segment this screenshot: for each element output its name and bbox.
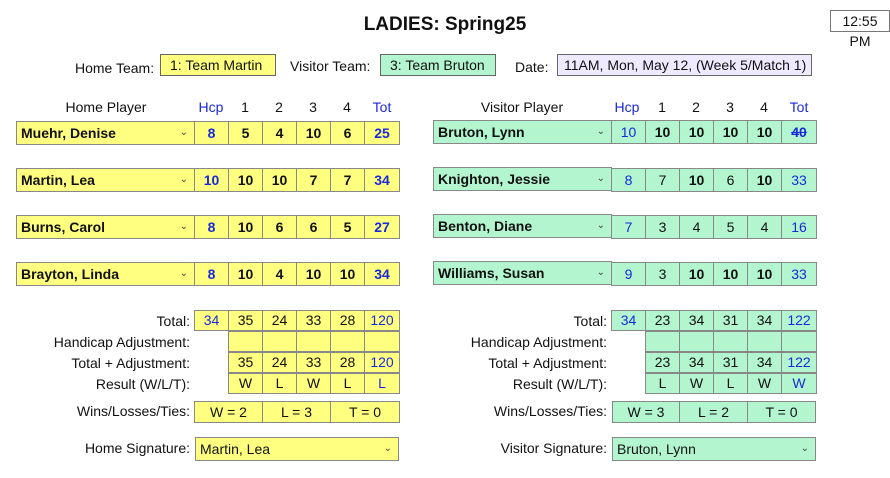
home-tot-cell: 34 <box>364 168 400 192</box>
home-tadj-tot: 120 <box>364 352 400 373</box>
home-player-select[interactable] <box>16 121 195 145</box>
home-score-cell[interactable]: 10 <box>228 262 263 286</box>
home-adj-cell <box>330 331 365 352</box>
home-losses: L = 3 <box>262 401 331 423</box>
home-result-label: Result (W/L/T): <box>95 376 190 392</box>
home-score-cell[interactable]: 10 <box>296 121 331 145</box>
visitor-score-cell[interactable]: 7 <box>645 168 680 192</box>
date-label: Date: <box>515 59 549 75</box>
home-player-header: Home Player <box>65 99 147 115</box>
home-col1-header: 1 <box>241 99 249 115</box>
visitor-signature-label: Visitor Signature: <box>500 440 607 456</box>
home-score-cell[interactable]: 4 <box>262 121 297 145</box>
home-team-field[interactable]: 1: Team Martin <box>160 54 276 76</box>
home-total-tot: 120 <box>364 310 400 331</box>
visitor-col2-header: 2 <box>692 99 700 115</box>
visitor-hcp-cell[interactable]: 8 <box>611 168 646 192</box>
visitor-player-select[interactable] <box>433 261 612 285</box>
visitor-tadj-label: Total + Adjustment: <box>488 355 607 371</box>
visitor-tadj-cell: 23 <box>645 352 680 373</box>
visitor-total-cell: 23 <box>645 310 680 331</box>
visitor-total-hcp: 34 <box>611 310 646 331</box>
home-total-hcp: 34 <box>194 310 229 331</box>
player-name: Bruton, Lynn <box>438 124 525 140</box>
chevron-down-icon: ⌄ <box>179 268 188 279</box>
home-tot-cell: 34 <box>364 262 400 286</box>
home-tot-header: Tot <box>372 99 392 115</box>
visitor-signature-select[interactable] <box>612 437 816 461</box>
player-name: Knighton, Jessie <box>438 171 551 187</box>
home-score-cell[interactable]: 10 <box>296 262 331 286</box>
visitor-player-select[interactable] <box>433 120 612 144</box>
home-tot-cell: 27 <box>364 215 400 239</box>
home-score-cell[interactable]: 6 <box>330 121 365 145</box>
visitor-player-header: Visitor Player <box>480 99 564 115</box>
home-total-cell: 33 <box>296 310 331 331</box>
visitor-ties: T = 0 <box>747 401 816 423</box>
visitor-tadj-tot: 122 <box>781 352 817 373</box>
visitor-adj-label: Handicap Adjustment: <box>470 334 607 350</box>
date-field[interactable]: 11AM, Mon, May 12, (Week 5/Match 1) <box>557 54 812 76</box>
chevron-down-icon: ⌄ <box>596 267 605 278</box>
home-score-cell[interactable]: 5 <box>330 215 365 239</box>
visitor-hcp-cell[interactable]: 7 <box>611 215 646 239</box>
home-result-tot: L <box>364 373 400 394</box>
clock: 12:55 PM <box>830 10 890 32</box>
visitor-score-cell[interactable]: 10 <box>747 168 782 192</box>
visitor-tot-cell: 33 <box>781 168 817 192</box>
visitor-adj-cell <box>747 331 782 352</box>
chevron-down-icon: ⌄ <box>179 221 188 232</box>
home-signature-value: Martin, Lea <box>200 441 271 457</box>
home-total-cell: 35 <box>228 310 263 331</box>
visitor-score-cell[interactable]: 4 <box>747 215 782 239</box>
visitor-result-cell: L <box>645 373 680 394</box>
visitor-result-label: Result (W/L/T): <box>512 376 607 392</box>
visitor-adj-cell <box>713 331 748 352</box>
home-adj-cell <box>228 331 263 352</box>
home-adj-label: Handicap Adjustment: <box>53 334 190 350</box>
home-signature-label: Home Signature: <box>84 440 190 456</box>
home-score-cell[interactable]: 10 <box>228 168 263 192</box>
home-score-cell[interactable]: 7 <box>296 168 331 192</box>
home-result-cell: W <box>228 373 263 394</box>
visitor-score-cell[interactable]: 10 <box>679 168 714 192</box>
home-signature-select[interactable] <box>195 437 399 461</box>
home-ties: T = 0 <box>330 401 400 423</box>
home-total-cell: 28 <box>330 310 365 331</box>
home-player-select[interactable] <box>16 168 195 192</box>
visitor-adj-tot <box>781 331 817 352</box>
visitor-score-cell[interactable]: 10 <box>645 120 680 144</box>
visitor-total-tot: 122 <box>781 310 817 331</box>
visitor-score-cell[interactable]: 10 <box>679 120 714 144</box>
visitor-tot-header: Tot <box>789 99 809 115</box>
home-hcp-cell[interactable]: 8 <box>194 262 229 286</box>
visitor-team-label: Visitor Team: <box>290 58 371 74</box>
home-col4-header: 4 <box>343 99 351 115</box>
home-tadj-label: Total + Adjustment: <box>71 355 190 371</box>
home-tadj-cell: 35 <box>228 352 263 373</box>
visitor-tadj-cell: 31 <box>713 352 748 373</box>
home-total-label: Total: <box>156 313 190 329</box>
visitor-adj-cell <box>679 331 714 352</box>
chevron-down-icon: ⌄ <box>596 173 605 184</box>
home-hcp-cell[interactable]: 8 <box>194 121 229 145</box>
home-tadj-cell: 28 <box>330 352 365 373</box>
visitor-col1-header: 1 <box>658 99 666 115</box>
home-total-cell: 24 <box>262 310 297 331</box>
home-adj-cell <box>296 331 331 352</box>
chevron-down-icon: ⌄ <box>383 443 392 454</box>
visitor-hcp-cell[interactable]: 9 <box>611 262 646 286</box>
home-hcp-header: Hcp <box>198 99 224 115</box>
visitor-signature-value: Bruton, Lynn <box>617 441 696 457</box>
visitor-result-cell: W <box>747 373 782 394</box>
visitor-total-cell: 34 <box>747 310 782 331</box>
player-name: Martin, Lea <box>21 172 95 188</box>
visitor-col3-header: 3 <box>726 99 734 115</box>
player-name: Benton, Diane <box>438 218 533 234</box>
home-score-cell[interactable]: 7 <box>330 168 365 192</box>
visitor-score-cell[interactable]: 10 <box>713 120 748 144</box>
visitor-tot-cell: 16 <box>781 215 817 239</box>
visitor-col4-header: 4 <box>760 99 768 115</box>
home-score-cell[interactable]: 10 <box>262 168 297 192</box>
visitor-wins: W = 3 <box>612 401 680 423</box>
player-name: Burns, Carol <box>21 219 106 235</box>
visitor-result-cell: W <box>679 373 714 394</box>
visitor-tot-cell: 33 <box>781 262 817 286</box>
visitor-score-cell[interactable]: 10 <box>713 262 748 286</box>
home-tadj-cell: 24 <box>262 352 297 373</box>
visitor-score-cell[interactable]: 10 <box>679 262 714 286</box>
visitor-hcp-cell[interactable]: 10 <box>611 120 646 144</box>
home-wlt-label: Wins/Losses/Ties: <box>76 403 190 419</box>
chevron-down-icon: ⌄ <box>800 443 809 454</box>
home-col3-header: 3 <box>309 99 317 115</box>
home-result-cell: L <box>330 373 365 394</box>
home-wins: W = 2 <box>194 401 263 423</box>
visitor-player-select[interactable] <box>433 167 612 191</box>
home-score-cell[interactable]: 10 <box>228 215 263 239</box>
home-adj-tot <box>364 331 400 352</box>
visitor-score-cell[interactable]: 4 <box>679 215 714 239</box>
player-name: Muehr, Denise <box>21 125 116 141</box>
visitor-hcp-header: Hcp <box>614 99 640 115</box>
visitor-score-cell[interactable]: 5 <box>713 215 748 239</box>
visitor-score-cell[interactable]: 3 <box>645 262 680 286</box>
home-score-cell[interactable]: 10 <box>330 262 365 286</box>
home-hcp-cell[interactable]: 8 <box>194 215 229 239</box>
player-name: Brayton, Linda <box>21 266 120 282</box>
visitor-score-cell[interactable]: 3 <box>645 215 680 239</box>
visitor-adj-cell <box>645 331 680 352</box>
visitor-team-field[interactable]: 3: Team Bruton <box>380 54 496 76</box>
home-player-select[interactable] <box>16 215 195 239</box>
visitor-score-cell[interactable]: 6 <box>713 168 748 192</box>
visitor-total-cell: 34 <box>679 310 714 331</box>
player-name: Williams, Susan <box>438 265 545 281</box>
visitor-total-label: Total: <box>573 313 607 329</box>
visitor-result-tot: W <box>781 373 817 394</box>
home-score-cell[interactable]: 6 <box>296 215 331 239</box>
visitor-tadj-cell: 34 <box>747 352 782 373</box>
chevron-down-icon: ⌄ <box>596 220 605 231</box>
home-player-select[interactable] <box>16 262 195 286</box>
home-result-cell: L <box>262 373 297 394</box>
chevron-down-icon: ⌄ <box>179 174 188 185</box>
page-title: LADIES: Spring25 <box>363 14 527 35</box>
home-team-label: Home Team: <box>75 60 155 76</box>
chevron-down-icon: ⌄ <box>179 127 188 138</box>
home-score-cell[interactable]: 4 <box>262 262 297 286</box>
home-tadj-cell: 33 <box>296 352 331 373</box>
visitor-player-select[interactable] <box>433 214 612 238</box>
visitor-losses: L = 2 <box>679 401 748 423</box>
home-result-cell: W <box>296 373 331 394</box>
chevron-down-icon: ⌄ <box>596 126 605 137</box>
visitor-tadj-cell: 34 <box>679 352 714 373</box>
home-adj-cell <box>262 331 297 352</box>
home-score-cell[interactable]: 6 <box>262 215 297 239</box>
visitor-tot-cell: 40 <box>781 120 817 144</box>
visitor-result-cell: L <box>713 373 748 394</box>
home-hcp-cell[interactable]: 10 <box>194 168 229 192</box>
visitor-score-cell[interactable]: 10 <box>747 262 782 286</box>
visitor-score-cell[interactable]: 10 <box>747 120 782 144</box>
home-score-cell[interactable]: 5 <box>228 121 263 145</box>
home-tot-cell: 25 <box>364 121 400 145</box>
visitor-wlt-label: Wins/Losses/Ties: <box>493 403 607 419</box>
home-col2-header: 2 <box>275 99 283 115</box>
visitor-total-cell: 31 <box>713 310 748 331</box>
